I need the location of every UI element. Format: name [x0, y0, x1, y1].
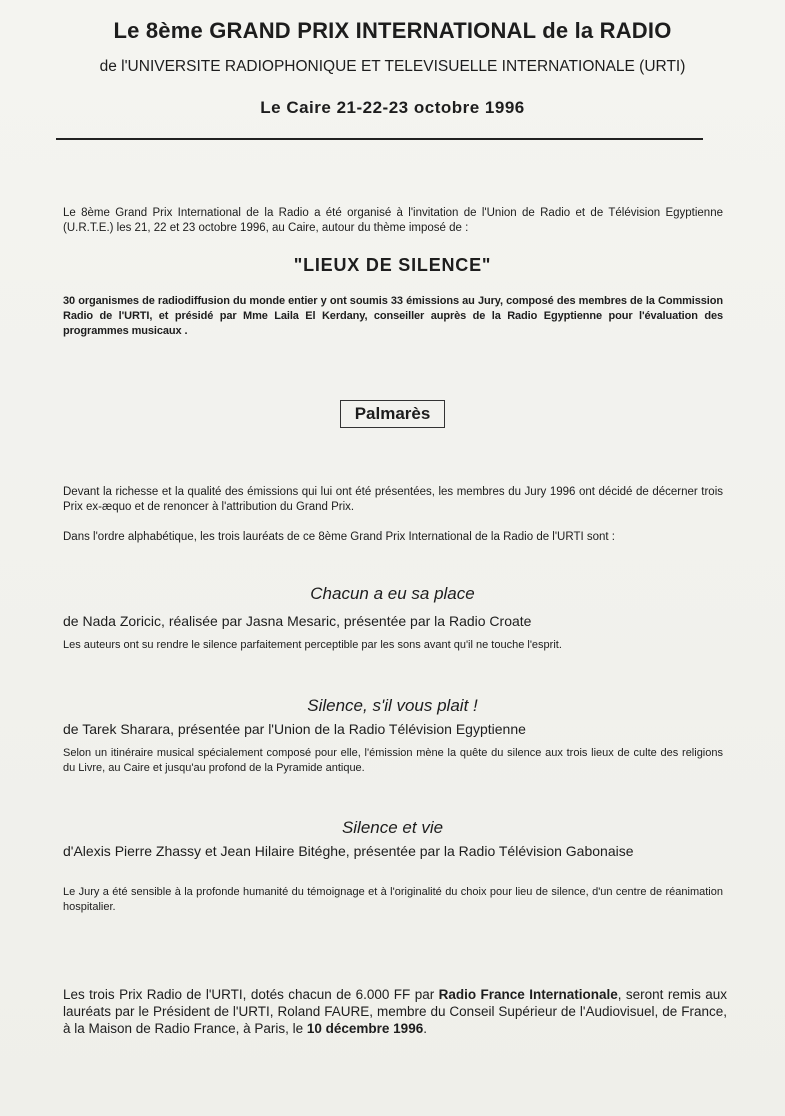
closing-sponsor: Radio France Internationale — [438, 987, 618, 1002]
prize-title: Chacun a eu sa place — [310, 584, 475, 603]
prize-credits: de Tarek Sharara, présentée par l'Union de la Radio Télévision Egyptienne — [63, 721, 526, 737]
closing-paragraph — [63, 986, 727, 1037]
prize-title: Silence, s'il vous plait ! — [307, 696, 478, 715]
prize-credits: de Nada Zoricic, réalisée par Jasna Mesaric, présentée par la Radio Croate — [63, 613, 532, 629]
intro-paragraph: Le 8ème Grand Prix International de la Radio a été organisé à l'invitation de l'Union de Radio et de Télévision Egyptienne (U.R.T.E.) les 21, 22 et 23 octobre 1996, au Caire, autour du thème imposé de : — [63, 207, 723, 234]
order-paragraph: Dans l'ordre alphabétique, les trois lauréats de ce 8ème Grand Prix International de la Radio de l'URTI sont : — [63, 531, 616, 543]
prize-description: Le Jury a été sensible à la profonde humanité du témoignage et à l'originalité du choix pour lieu de silence, d'un centre de réanimation hospitalier. — [63, 886, 723, 913]
place-date: Le Caire 21-22-23 octobre 1996 — [260, 98, 525, 117]
document-title: Le 8ème GRAND PRIX INTERNATIONAL de la RADIO — [113, 18, 672, 43]
header-divider — [56, 138, 703, 140]
closing-date: 10 décembre 1996 — [306, 1021, 424, 1036]
prize-title: Silence et vie — [341, 818, 444, 837]
jury-paragraph: 30 organismes de radiodiffusion du monde entier y ont soumis 33 émissions au Jury, composé des membres de la Commission Radio de l'URTI, et présidé par Mme Laila El Kerdany, conseiller auprès de la Radio Egyptienne pour l'évaluation des programmes musicaux . — [63, 295, 723, 337]
closing-text-2: , seront remis aux lauréats par le Président de l'URTI, Roland FAURE, membre du Conseil Supérieur de l'Audiovisuel, de France, à la Maison de Radio France, à Paris, le — [63, 987, 727, 1036]
closing-text-3: . — [423, 1021, 427, 1036]
closing-text-1: Les trois Prix Radio de l'URTI, dotés chacun de 6.000 FF par — [63, 987, 439, 1002]
decision-paragraph: Devant la richesse et la qualité des émissions qui lui ont été présentées, les membres du Jury 1996 ont décidé de décerner trois Prix ex-æquo et de renoncer à l'attribution du Grand Prix. — [63, 486, 723, 513]
prize-description: Selon un itinéraire musical spécialement composé pour elle, l'émission mène la quête du silence aux trois lieux de culte des religions du Livre, au Caire et jusqu'au profond de la Pyramide antique. — [63, 747, 723, 774]
document-subtitle: de l'UNIVERSITE RADIOPHONIQUE ET TELEVISUELLE INTERNATIONALE (URTI) — [99, 58, 686, 75]
theme-title: "LIEUX DE SILENCE" — [293, 255, 492, 275]
palmares-heading: Palmarès — [340, 400, 446, 428]
prize-description: Les auteurs ont su rendre le silence parfaitement perceptible par les sons avant qu'il ne touche l'esprit. — [63, 639, 562, 651]
palmares-heading-wrap — [0, 400, 785, 428]
prize-credits: d'Alexis Pierre Zhassy et Jean Hilaire Bitéghe, présentée par la Radio Télévision Gabonaise — [63, 843, 634, 859]
